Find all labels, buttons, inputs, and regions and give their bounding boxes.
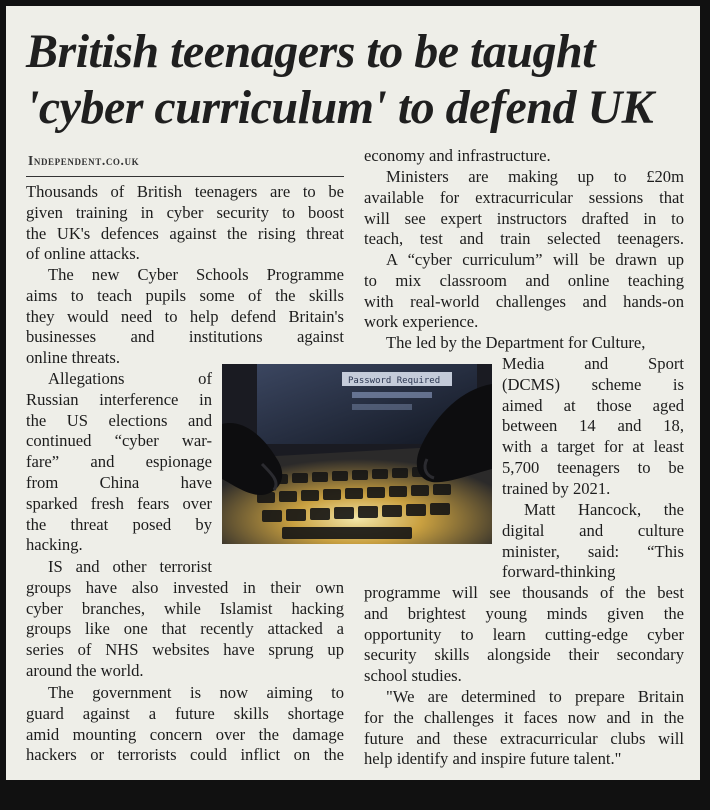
text-line: and brightest young minds given the <box>364 603 684 623</box>
paragraph-1 <box>26 182 344 265</box>
text-line: with real-world challenges and hands-on <box>364 291 684 311</box>
source-divider <box>26 176 344 177</box>
text-line: digital and culture <box>502 520 684 540</box>
article-headline <box>26 24 696 136</box>
text-line: hacking. <box>26 535 83 555</box>
paragraph-2 <box>26 265 344 369</box>
text-line: series of NHS websites have sprung up <box>26 640 344 660</box>
text-line: teach, test and train selected teenagers. <box>364 229 684 249</box>
text-line: aims to teach pupils some of the skills <box>26 285 344 305</box>
text-line: the US elections and <box>26 410 212 430</box>
text-line: around the world. <box>26 660 144 680</box>
text-line: economy and infrastructure. <box>364 146 551 165</box>
text-line: programme will see thousands of the best <box>364 583 684 602</box>
text-line: The government is now aiming to <box>48 683 344 702</box>
text-line: IS and other terrorist <box>48 557 212 576</box>
text-line: 5,700 teenagers to be <box>502 457 684 477</box>
text-line: future and these extracurricular clubs will <box>364 728 684 748</box>
paragraph-8 <box>502 354 684 500</box>
text-line: fare” and espionage <box>26 452 212 472</box>
text-line: of online attacks. <box>26 244 140 264</box>
text-line: cyber branches, while Islamist hacking <box>26 598 344 618</box>
text-line: with a target for at least <box>502 437 684 457</box>
text-line: will see expert instructors drafted in to <box>364 208 684 228</box>
text-line: security skills alongside their secondary <box>364 645 684 665</box>
text-line: Media and Sport <box>502 354 684 373</box>
paragraph-9 <box>502 500 684 583</box>
text-line: online threats. <box>26 348 121 368</box>
text-line: continued “cyber war- <box>26 431 212 451</box>
text-line: "We are determined to prepare Britain <box>386 687 684 706</box>
headline-line: British teenagers to be taught <box>26 25 596 78</box>
text-line: Thousands of British teenagers are to be <box>26 182 344 201</box>
text-line: The new Cyber Schools Programme <box>48 265 344 284</box>
text-line: (DCMS) scheme is <box>502 374 684 394</box>
text-line: aimed at those aged <box>502 395 684 415</box>
newspaper-clipping <box>6 6 700 780</box>
password-screen-text: Password Required <box>348 376 441 386</box>
paragraph-8-first-line <box>364 333 684 354</box>
paragraph-3 <box>26 369 212 556</box>
text-line: work experience. <box>364 312 479 332</box>
paragraph-6 <box>364 167 684 250</box>
text-line: Allegations of <box>48 369 212 388</box>
text-line: guard against a future skills shortage <box>26 703 344 723</box>
text-line: between 14 and 18, <box>502 416 684 436</box>
text-line: groups like one that recently attacked a <box>26 619 344 639</box>
text-line: the UK's defences against the rising threat <box>26 223 344 243</box>
paragraph-5 <box>26 683 344 766</box>
text-line: hackers or terrorists could inflict on the <box>26 745 344 765</box>
paragraph-7 <box>364 250 684 333</box>
text-line: from China have <box>26 472 212 492</box>
text-line: opportunity to learn cutting-edge cyber <box>364 624 684 644</box>
text-line: sparked fresh fears over <box>26 493 212 513</box>
paragraph-9-continued <box>364 583 684 687</box>
text-line: Ministers are making up to £20m <box>386 167 684 186</box>
text-line: trained by 2021. <box>502 478 611 498</box>
source-label: Independent.co.uk <box>28 153 140 168</box>
text-line: businesses and institutions against <box>26 327 344 347</box>
text-line: groups have also invested in their own <box>26 577 344 597</box>
hacker-keyboard-photo <box>222 364 492 544</box>
headline-line: 'cyber curriculum' to defend UK <box>26 81 654 134</box>
text-line: A “cyber curriculum” will be drawn up <box>386 250 684 269</box>
text-line: for the challenges it faces now and in the <box>364 707 684 727</box>
text-line: The led by the Department for Culture, <box>386 333 646 352</box>
paragraph-5-continued <box>364 146 684 167</box>
paragraph-4 <box>26 557 344 682</box>
paragraph-10 <box>364 687 684 770</box>
text-line: help identify and inspire future talent." <box>364 749 622 769</box>
text-line: to mix classroom and online teaching <box>364 270 684 290</box>
text-line: they would need to help defend Britain's <box>26 306 344 326</box>
hacker-keyboard-illustration <box>222 364 492 544</box>
text-line: Russian interference in <box>26 389 212 409</box>
text-line: Matt Hancock, the <box>524 500 684 519</box>
text-line: the threat posed by <box>26 514 212 534</box>
text-line: available for extracurricular sessions that <box>364 187 684 207</box>
text-line: forward-thinking <box>502 562 616 582</box>
text-line: minister, said: “This <box>502 541 684 561</box>
text-line: school studies. <box>364 666 462 686</box>
text-line: given training in cyber security to boost <box>26 202 344 222</box>
text-line: amid mounting concern over the damage <box>26 724 344 744</box>
